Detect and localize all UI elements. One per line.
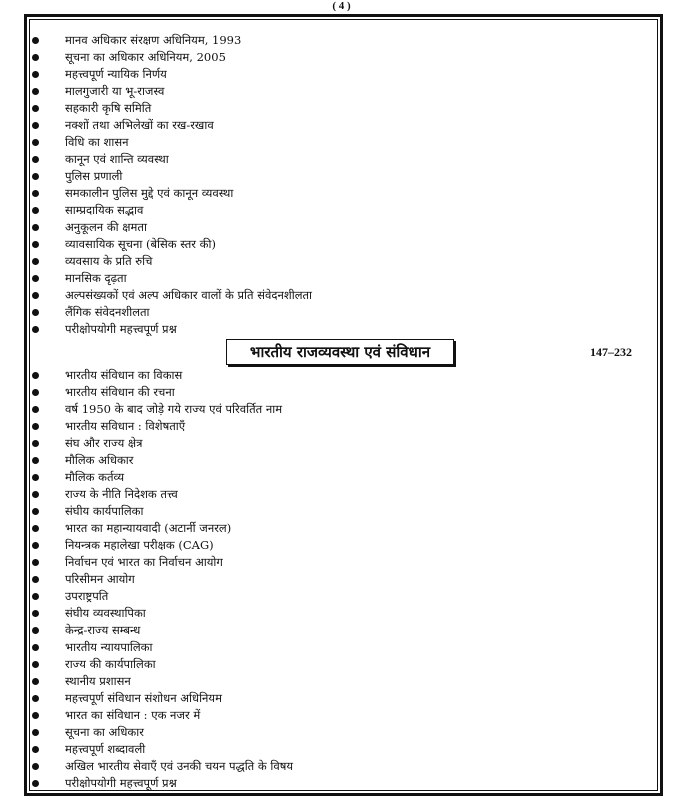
list-item [32, 49, 312, 66]
list-item-label: पुलिस प्रणाली [65, 169, 123, 183]
bullet-icon [32, 275, 39, 282]
page-range: 147–232 [590, 345, 632, 359]
list-item [32, 287, 312, 304]
list-item-label: स्थानीय प्रशासन [65, 674, 131, 688]
bullet-icon [32, 559, 39, 566]
list-item-label: मानसिक दृढ़ता [65, 271, 127, 285]
bullet-icon [32, 173, 39, 180]
bullet-icon [32, 661, 39, 668]
list-item-label: मौलिक अधिकार [65, 453, 134, 467]
bullet-icon [32, 326, 39, 333]
list-item [32, 537, 293, 554]
list-item-label: व्यावसायिक सूचना (बेसिक स्तर की) [65, 237, 216, 251]
list-item [32, 401, 293, 418]
bullet-icon [32, 627, 39, 634]
bullet-icon [32, 440, 39, 447]
list-item [32, 741, 293, 758]
list-item-label: संघीय व्यवस्थापिका [65, 606, 146, 620]
list-item [32, 134, 312, 151]
bullet-icon [32, 508, 39, 515]
bullet-icon [32, 372, 39, 379]
list-item-label: महत्त्वपूर्ण संविधान संशोधन अधिनियम [65, 691, 222, 705]
list-item-label: कानून एवं शान्ति व्यवस्था [65, 152, 169, 166]
bullet-icon [32, 542, 39, 549]
bullet-icon [32, 224, 39, 231]
list-item-label: सूचना का अधिकार अधिनियम, 2005 [65, 50, 226, 64]
list-item-label: परीक्षोपयोगी महत्त्वपूर्ण प्रश्न [65, 776, 177, 790]
list-item [32, 707, 293, 724]
list-item-label: भारतीय संविधान की रचना [65, 385, 175, 399]
bullet-icon [32, 644, 39, 651]
list-item [32, 185, 312, 202]
bullet-icon [32, 292, 39, 299]
bullet-icon [32, 309, 39, 316]
list-item-label: वर्ष 1950 के बाद जोड़े गये राज्य एवं परिवर्तित नाम [65, 402, 283, 416]
list-item [32, 503, 293, 520]
list-item [32, 656, 293, 673]
list-item [32, 236, 312, 253]
list-item [32, 270, 312, 287]
list-item-label: सूचना का अधिकार [65, 725, 144, 739]
bullet-icon [32, 695, 39, 702]
list-item-label: व्यवसाय के प्रति रुचि [65, 254, 153, 268]
list-item-label: राज्य की कार्यपालिका [65, 657, 156, 671]
list-item [32, 100, 312, 117]
bullet-icon [32, 37, 39, 44]
list-item [32, 554, 293, 571]
list-item [32, 605, 293, 622]
list-item [32, 622, 293, 639]
list-item-label: भारत का संविधान : एक नजर में [65, 708, 201, 722]
bullet-icon [32, 105, 39, 112]
bullet-icon [32, 190, 39, 197]
bullet-icon [32, 88, 39, 95]
list-item [32, 571, 293, 588]
bullet-icon [32, 780, 39, 787]
list-item-label: नियन्त्रक महालेखा परीक्षक (CAG) [65, 538, 214, 552]
list-item [32, 486, 293, 503]
bullet-icon [32, 576, 39, 583]
list-item-label: निर्वाचन एवं भारत का निर्वाचन आयोग [65, 555, 223, 569]
list-item-label: अनुकूलन की क्षमता [65, 220, 147, 234]
list-item-label: सहकारी कृषि समिति [65, 101, 152, 115]
list-item [32, 775, 293, 792]
list-item-label: मालगुजारी या भू-राजस्व [65, 84, 165, 98]
list-item [32, 690, 293, 707]
bullet-icon [32, 71, 39, 78]
list-item-label: नक्शों तथा अभिलेखों का रख-रखाव [65, 118, 214, 132]
list-item [32, 418, 293, 435]
list-item [32, 304, 312, 321]
list-item-label: भारतीय न्यायपालिका [65, 640, 153, 654]
list-item [32, 66, 312, 83]
list-item-label: भारत का महान्यायवादी (अटार्नी जनरल) [65, 521, 232, 535]
list-item [32, 83, 312, 100]
list-item-label: मानव अधिकार संरक्षण अधिनियम, 1993 [65, 33, 242, 47]
list-item [32, 435, 293, 452]
bullet-icon [32, 746, 39, 753]
bullet-icon [32, 207, 39, 214]
page-number: ( 4 ) [332, 0, 351, 12]
list-item-label: विधि का शासन [65, 135, 129, 149]
list-item-label: राज्य के नीति निदेशक तत्त्व [65, 487, 178, 501]
list-item [32, 384, 293, 401]
list-item [32, 588, 293, 605]
bullet-icon [32, 729, 39, 736]
bullet-icon [32, 54, 39, 61]
bullet-icon [32, 763, 39, 770]
list-item-label: मौलिक कर्तव्य [65, 470, 125, 484]
list-item-label: भारतीय संविधान का विकास [65, 368, 183, 382]
bullet-icon [32, 712, 39, 719]
list-item [32, 639, 293, 656]
bullet-icon [32, 525, 39, 532]
list-item [32, 151, 312, 168]
list-item [32, 321, 312, 338]
bullet-icon [32, 423, 39, 430]
list-item-label: साम्प्रदायिक सद्भाव [65, 203, 144, 217]
bullet-icon [32, 610, 39, 617]
bullet-icon [32, 258, 39, 265]
list-item-label: लैंगिक संवेदनशीलता [65, 305, 150, 319]
bullet-icon [32, 474, 39, 481]
topic-list-one [32, 32, 312, 338]
bullet-icon [32, 156, 39, 163]
bullet-icon [32, 389, 39, 396]
list-item [32, 253, 312, 270]
list-item-label: समकालीन पुलिस मुद्दे एवं कानून व्यवस्था [65, 186, 234, 200]
list-item-label: उपराष्ट्रपति [65, 589, 109, 603]
section-heading: भारतीय राजव्यवस्था एवं संविधान [226, 339, 454, 365]
list-item-label: अल्पसंख्यकों एवं अल्प अधिकार वालों के प्रति संवेदनशीलता [65, 288, 313, 302]
list-item-label: संघीय कार्यपालिका [65, 504, 144, 518]
list-item [32, 520, 293, 537]
list-item [32, 219, 312, 236]
list-item-label: भारतीय सविधान : विशेषताएँ [65, 419, 186, 433]
list-item [32, 32, 312, 49]
bullet-icon [32, 457, 39, 464]
bullet-icon [32, 122, 39, 129]
list-item [32, 452, 293, 469]
list-item-label: संघ और राज्य क्षेत्र [65, 436, 143, 450]
list-item [32, 724, 293, 741]
list-item [32, 168, 312, 185]
bullet-icon [32, 241, 39, 248]
list-item-label: परिसीमन आयोग [65, 572, 135, 586]
list-item [32, 469, 293, 486]
bullet-icon [32, 406, 39, 413]
list-item-label: केन्द्र-राज्य सम्बन्ध [65, 623, 141, 637]
bullet-icon [32, 678, 39, 685]
list-item-label: महत्त्वपूर्ण शब्दावली [65, 742, 146, 756]
list-item [32, 367, 293, 384]
bullet-icon [32, 593, 39, 600]
list-item [32, 758, 293, 775]
topic-list-two [32, 367, 293, 792]
bullet-icon [32, 491, 39, 498]
list-item-label: अखिल भारतीय सेवाएँ एवं उनकी चयन पद्धति के विषय [65, 759, 294, 773]
list-item-label: परीक्षोपयोगी महत्त्वपूर्ण प्रश्न [65, 322, 177, 336]
bullet-icon [32, 139, 39, 146]
list-item-label: महत्त्वपूर्ण न्यायिक निर्णय [65, 67, 167, 81]
list-item [32, 202, 312, 219]
list-item [32, 117, 312, 134]
list-item [32, 673, 293, 690]
